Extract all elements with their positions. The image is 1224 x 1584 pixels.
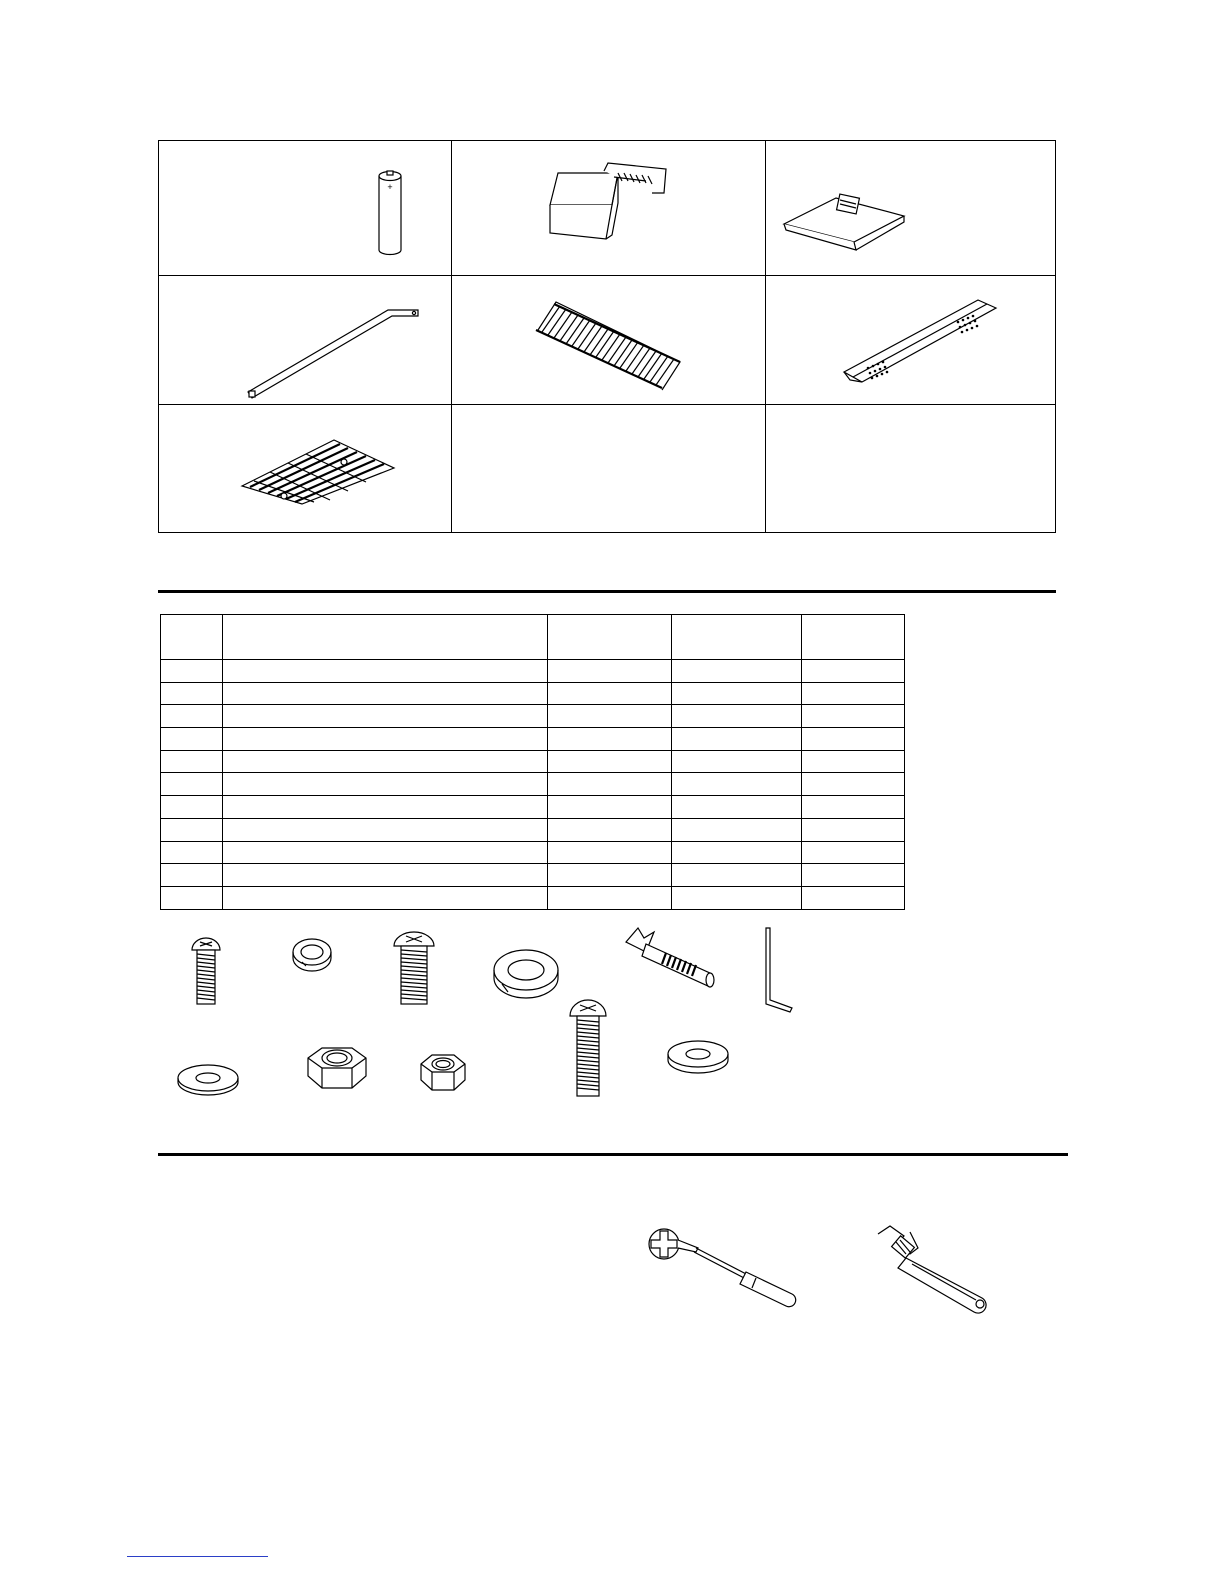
table-cell [548,682,672,705]
table-row [161,841,905,864]
table-cell [672,682,802,705]
adjustable-wrench-icon [870,1224,1000,1316]
table-cell [672,818,802,841]
warming-rack-icon [534,300,684,390]
table-cell [548,886,672,909]
grid-divider [451,141,452,532]
table-cell [548,818,672,841]
table-cell [548,705,672,728]
table-header [548,615,672,660]
table-header [672,615,802,660]
phillips-screwdriver-icon [646,1226,802,1310]
small-hex-nut-icon [418,1052,468,1096]
table-cell [672,660,802,683]
table-cell [802,682,905,705]
table-row [161,886,905,909]
grid-divider [159,404,1055,405]
grid-divider [765,141,766,532]
table-cell [548,864,672,887]
section-rule [158,590,1056,593]
table-cell [223,728,548,751]
table-row [161,660,905,683]
table-cell [802,728,905,751]
table-cell [802,705,905,728]
table-cell [802,773,905,796]
table-cell [223,796,548,819]
table-row [161,818,905,841]
table-cell [672,773,802,796]
table-cell [223,705,548,728]
table-cell [161,864,223,887]
table-header-row [161,615,905,660]
table-cell [548,660,672,683]
table-cell [672,841,802,864]
table-row [161,728,905,751]
table-cell [161,705,223,728]
table-cell [548,773,672,796]
large-flat-washer-icon [664,1038,734,1078]
table-cell [548,796,672,819]
table-cell [802,864,905,887]
table-row [161,773,905,796]
table-cell [802,886,905,909]
ignition-plate-icon [782,190,912,260]
table-cell [672,886,802,909]
table-cell [223,818,548,841]
table-row [161,750,905,773]
table-row [161,796,905,819]
grease-tray-icon [548,163,668,243]
small-lock-washer-icon [288,934,338,974]
table-cell [223,750,548,773]
heat-tent-icon [840,296,1000,386]
table-cell [802,841,905,864]
footer-link[interactable] [127,1556,268,1557]
table-cell [223,841,548,864]
cooking-grate-icon [240,436,400,506]
table-cell [161,886,223,909]
small-screw-icon [188,936,224,1008]
grid-divider [159,275,1055,276]
large-lock-washer-icon [490,944,564,1000]
battery-icon [375,168,415,258]
table-row [161,864,905,887]
table-cell [802,660,905,683]
table-cell [548,841,672,864]
table-row [161,705,905,728]
table-cell [161,682,223,705]
section-rule [158,1153,1068,1156]
table-cell [548,750,672,773]
table-cell [672,750,802,773]
table-cell [161,818,223,841]
table-cell [802,750,905,773]
table-cell [161,750,223,773]
table-cell [161,841,223,864]
table-cell [223,682,548,705]
table-cell [672,705,802,728]
flat-washer-icon [174,1062,244,1098]
table-cell [802,818,905,841]
table-cell [223,660,548,683]
table-cell [802,796,905,819]
table-cell [672,728,802,751]
table-header [161,615,223,660]
table-cell [161,728,223,751]
hardware-table [160,614,905,910]
table-cell [548,728,672,751]
hex-key-icon [762,926,796,1016]
rod-icon [240,300,430,404]
table-cell [223,864,548,887]
long-screw-icon [568,998,608,1102]
table-cell [223,773,548,796]
table-header [223,615,548,660]
table-cell [161,660,223,683]
table-cell [161,796,223,819]
table-cell [672,864,802,887]
large-hex-nut-icon [304,1044,370,1094]
table-cell [672,796,802,819]
screw-icon [392,930,436,1010]
table-row [161,682,905,705]
table-header [802,615,905,660]
table-cell [161,773,223,796]
svg-text:+: + [387,182,393,192]
wing-bolt-icon [624,924,724,994]
table-cell [223,886,548,909]
